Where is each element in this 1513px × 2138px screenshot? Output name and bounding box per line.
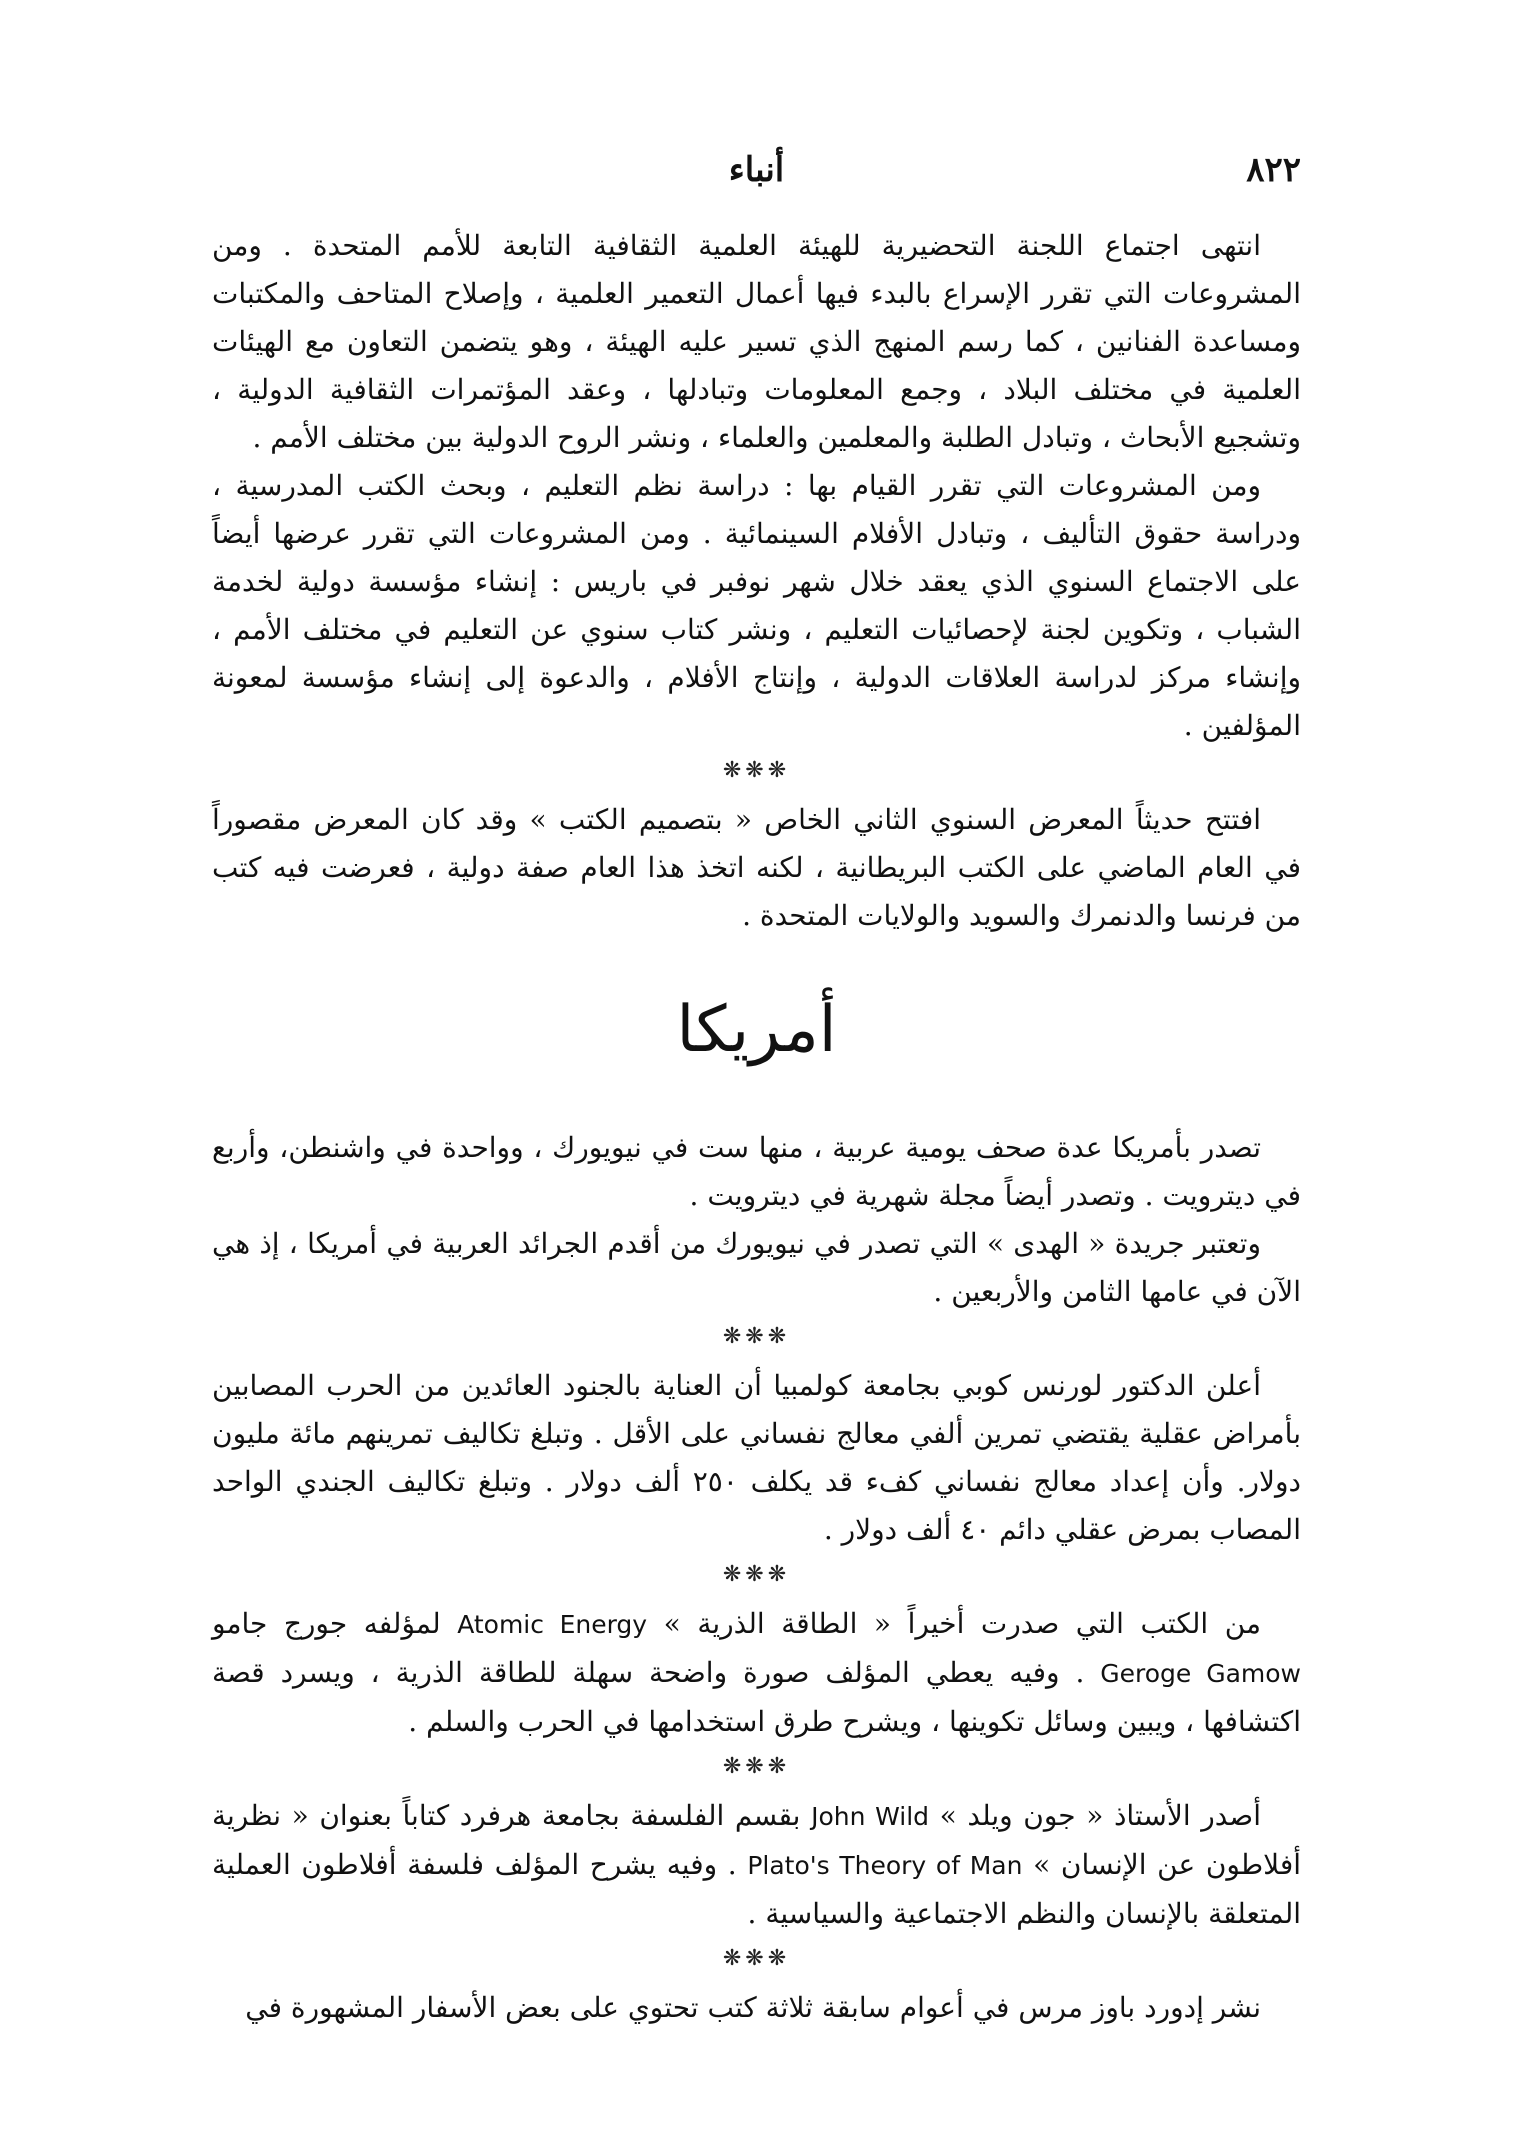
paragraph-unesco-projects: ومن المشروعات التي تقرر القيام بها : دراسة نظم التعليم ، وبحث الكتب المدرسية ، ودراسة حقوق التأليف ، وتبادل الأفلام السينمائية . ومن المشروعات التي تقرر عرضها أيضاً على الاجتماع السنوي الذي يعقد خلال شهر نوفبر في باريس : إنشاء مؤسسة دولية لخدمة الشباب ، وتكوين لجنة لإحصائيات التعليم ، ونشر كتاب سنوي عن التعليم في مختلف الأمم ، وإنشاء مركز لدراسة العلاقات الدولية ، وإنتاج الأفلام ، والدعوة إلى إنشاء مؤسسة لمعونة المؤلفين . [212,469,1301,742]
paragraph-plato-book [212,1792,1301,1938]
latin-author-name: John Wild [811,1802,930,1831]
text-segment: لمؤلفه جورج جامو [212,1607,458,1640]
paragraph-arabic-newspapers: تصدر بأمريكا عدة صحف يومية عربية ، منها ست في نيويورك ، وواحدة في واشنطن، وأربع في ديترويت . وتصدر أيضاً مجلة شهرية في ديترويت . [212,1131,1301,1212]
paragraph-unesco-meeting: انتهى اجتماع اللجنة التحضيرية للهيئة العلمية الثقافية التابعة للأمم المتحدة . ومن المشروعات التي تقرر الإسراع بالبدء فيها أعمال التعمير العلمية ، وإصلاح المتاحف والمكتبات ومساعدة الفنانين ، كما رسم المنهج الذي تسير عليه الهيئة ، وهو يتضمن التعاون مع الهيئات العلمية في مختلف البلاد ، وجمع المعلومات وتبادلها ، وعقد المؤتمرات الثقافية الدولية ، وتشجيع الأبحاث ، وتبادل الطلبة والمعلمين والعلماء ، ونشر الروح الدولية بين مختلف الأمم . [212,229,1301,454]
text-segment: . وفيه يعطي المؤلف صورة واضحة سهلة للطاقة الذرية ، ويسرد قصة اكتشافها ، ويبين وسائل تكوينها ، ويشرح طرق استخدامها في الحرب والسلم . [212,1656,1301,1738]
latin-book-title: Plato's Theory of Man [747,1851,1023,1880]
text-segment: بقسم الفلسفة بجامعة هرفرد كتاباً بعنوان « نظرية أفلاطون عن الإنسان » [212,1799,1301,1881]
paragraph-edward-morse: نشر إدورد باوز مرس في أعوام سابقة ثلاثة كتب تحتوي على بعض الأسفار المشهورة في [245,1991,1261,2024]
section-separator: ❋❋❋ [722,1562,791,1587]
section-title-america: أمريكا [676,993,837,1067]
paragraph-atomic-energy-book [212,1600,1301,1746]
page-header [212,150,1301,200]
section-separator: ❋❋❋ [722,758,791,783]
section-separator: ❋❋❋ [722,1946,791,1971]
latin-book-title: Atomic Energy [457,1610,648,1639]
page-number: ٨٢٢ [1246,150,1301,190]
paragraph-psychiatrists: أعلن الدكتور لورنس كوبي بجامعة كولمبيا أن العناية بالجنود العائدين من الحرب المصابين بأمراض عقلية يقتضي تمرين ألفي معالج نفساني على الأقل . وتبلغ تكاليف تمرينهم مائة مليون دولار. وأن إعداد معالج نفساني كفء قد يكلف ٢٥٠ ألف دولار . وتبلغ تكاليف الجندي الواحد المصاب بمرض عقلي دائم ٤٠ ألف دولار . [212,1369,1301,1546]
text-segment: أصدر الأستاذ « جون ويلد » [929,1799,1261,1832]
paragraph-al-hoda: وتعتبر جريدة « الهدى » التي تصدر في نيويورك من أقدم الجرائد العربية في أمريكا ، إذ هي الآن في عامها الثامن والأربعين . [212,1227,1301,1308]
running-title: أنباء [728,150,785,190]
text-segment: من الكتب التي صدرت أخيراً « الطاقة الذرية » [647,1607,1262,1640]
page-body [212,222,1301,2032]
section-separator: ❋❋❋ [722,1324,791,1349]
text-segment: . وفيه يشرح المؤلف فلسفة أفلاطون العملية المتعلقة بالإنسان والنظم الاجتماعية والسياسية . [212,1848,1301,1930]
latin-author-name: Geroge Gamow [1100,1659,1302,1688]
section-separator: ❋❋❋ [722,1754,791,1779]
paragraph-book-design-exhibition: افتتح حديثاً المعرض السنوي الثاني الخاص « بتصميم الكتب » وقد كان المعرض مقصوراً في العام الماضي على الكتب البريطانية ، لكنه اتخذ هذا العام صفة دولية ، فعرضت فيه كتب من فرنسا والدنمرك والسويد والولايات المتحدة . [212,803,1301,932]
